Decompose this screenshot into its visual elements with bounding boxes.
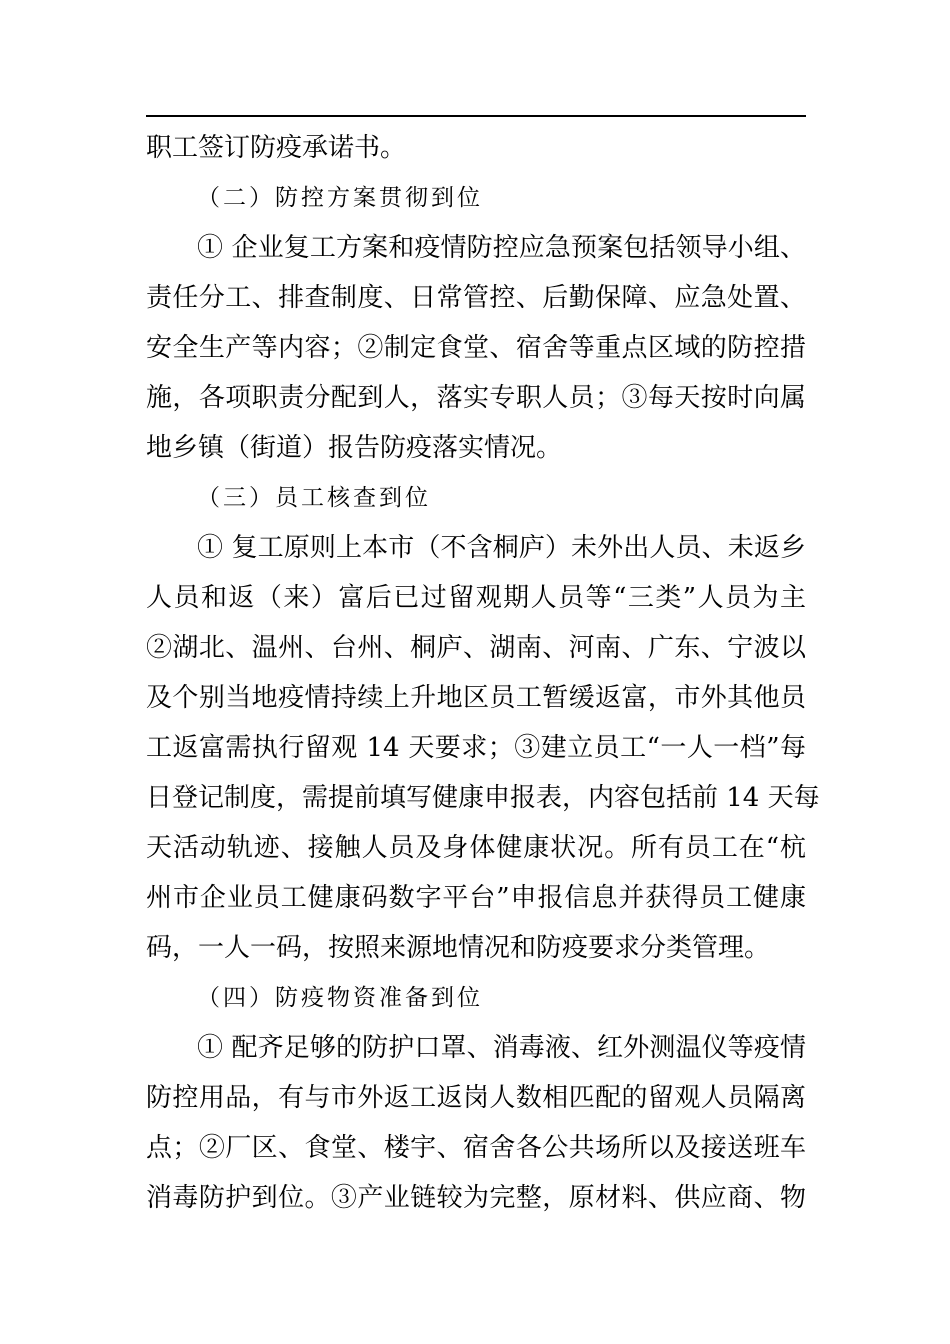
paragraph-line: ① 配齐足够的防护口罩、消毒液、红外测温仪等疫情 [197, 1033, 806, 1063]
paragraph-line: 人员和返（来）富后已过留观期人员等“三类”人员为主 [146, 583, 806, 613]
section-heading-2: （二）防控方案贯彻到位 [197, 185, 483, 211]
paragraph-line: ① 复工原则上本市（不含桐庐）未外出人员、未返乡 [197, 533, 806, 563]
paragraph-line: ②湖北、温州、台州、桐庐、湖南、河南、广东、宁波以 [146, 633, 806, 663]
paragraph-line: 施，各项职责分配到人，落实专职人员；③每天按时向属 [146, 383, 806, 413]
paragraph-line: 地乡镇（街道）报告防疫落实情况。 [146, 433, 563, 463]
paragraph-line: 点；②厂区、食堂、楼宇、宿舍各公共场所以及接送班车 [146, 1133, 806, 1163]
paragraph-line: 责任分工、排查制度、日常管控、后勤保障、应急处置、 [146, 283, 806, 313]
paragraph-line: 日登记制度，需提前填写健康申报表，内容包括前 14 天每 [146, 783, 820, 813]
paragraph-continuation: 职工签订防疫承诺书。 [146, 133, 407, 163]
paragraph-line: 消毒防护到位。③产业链较为完整，原材料、供应商、物 [146, 1183, 806, 1213]
paragraph-line: 天活动轨迹、接触人员及身体健康状况。所有员工在“杭 [146, 833, 806, 863]
paragraph-line: 及个别当地疫情持续上升地区员工暂缓返富，市外其他员 [146, 683, 806, 713]
section-heading-3: （三）员工核查到位 [197, 485, 431, 511]
paragraph-line: 工返富需执行留观 14 天要求；③建立员工“一人一档”每 [146, 733, 806, 763]
paragraph-line: 码，一人一码，按照来源地情况和防疫要求分类管理。 [146, 933, 771, 963]
header-rule [146, 115, 806, 117]
paragraph-line: 州市企业员工健康码数字平台”申报信息并获得员工健康 [146, 883, 806, 913]
paragraph-line: 防控用品，有与市外返工返岗人数相匹配的留观人员隔离 [146, 1083, 806, 1113]
paragraph-line: 安全生产等内容；②制定食堂、宿舍等重点区域的防控措 [146, 333, 806, 363]
section-heading-4: （四）防疫物资准备到位 [197, 985, 483, 1011]
paragraph-line: ① 企业复工方案和疫情防控应急预案包括领导小组、 [197, 233, 806, 263]
